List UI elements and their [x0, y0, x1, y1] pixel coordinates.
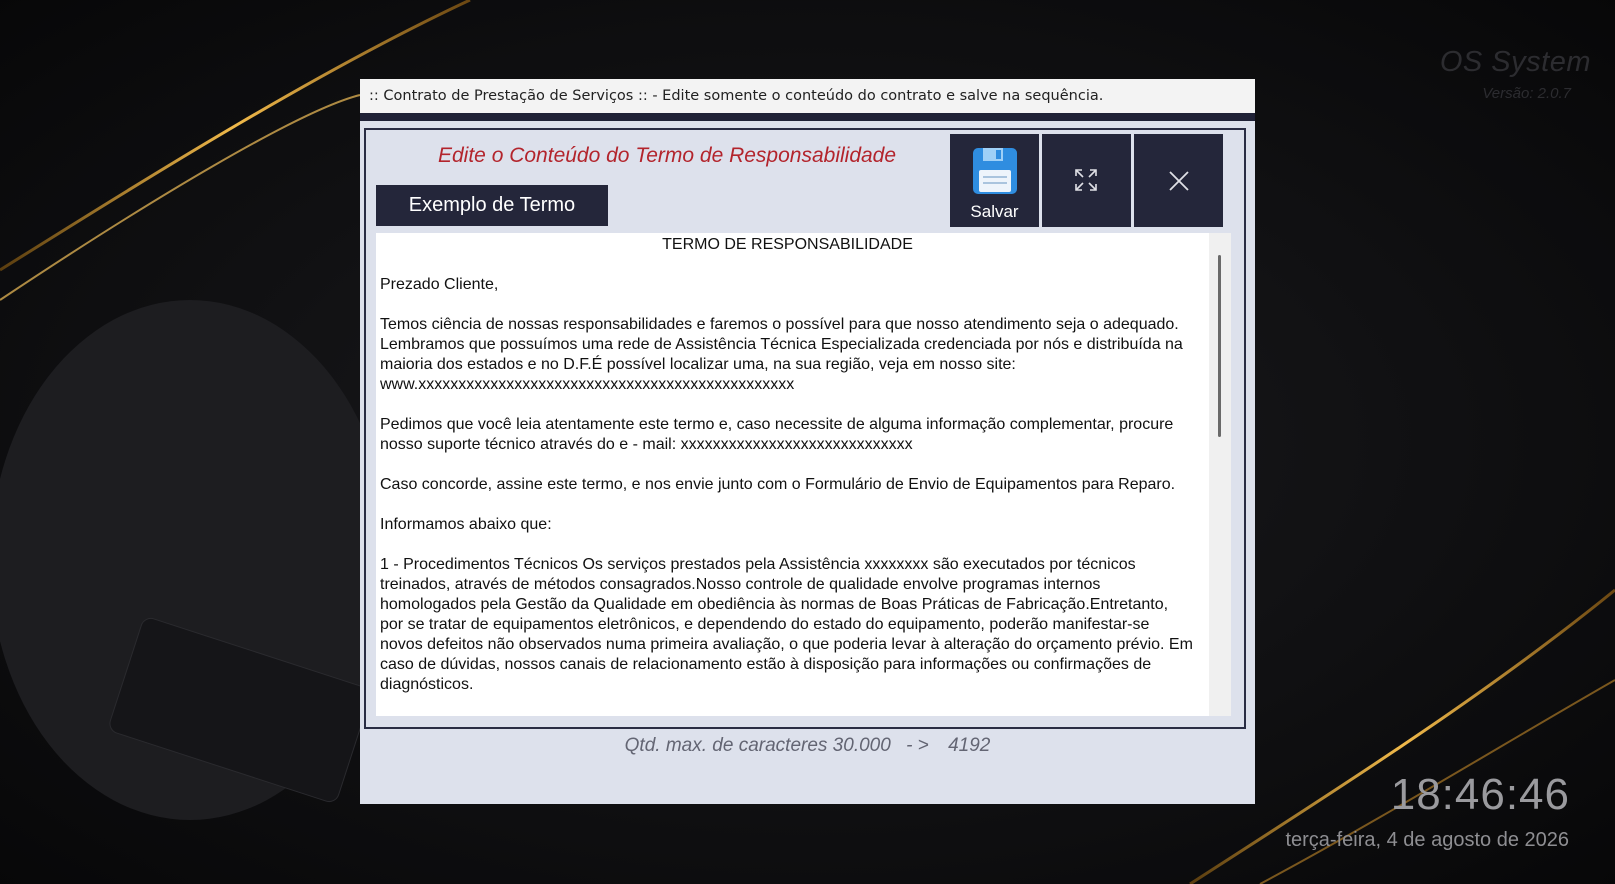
term-paragraph: 1 - Procedimentos Técnicos Os serviços prestados pela Assistência xxxxxxxx são executados por técnicos treinados, através de métodos consagrados.Nosso controle de qualidade envolve programas internos homologados pela Gestão da Qualidade em obediência às normas de Boas Práticas de Fabricação.Entretanto, por se tratar de equipamentos eletrônicos, e dependendo do estado do equipamento, poderão manifestar-se novos defeitos não observados numa primeira avaliação, o que poderia levar à alteração do orçamento prévio. Em caso de dúvidas, nossos canais de relacionamento estão à disposição para informações ou confirmações de diagnósticos.: [380, 556, 1193, 693]
close-icon: [1168, 170, 1190, 192]
term-paragraph: Caso concorde, assine este termo, e nos envie junto com o Formulário de Envio de Equipamentos para Reparo.: [380, 476, 1176, 493]
contract-editor-window: [360, 79, 1255, 804]
floppy-disk-icon: [971, 146, 1019, 196]
header-divider: [360, 113, 1255, 121]
editor-frame: [364, 128, 1246, 729]
desktop-clock: 18:46:46: [1390, 770, 1570, 819]
close-button[interactable]: [1134, 134, 1223, 227]
character-count-value: 4192: [948, 735, 991, 756]
term-paragraph: Prezado Cliente,: [380, 276, 499, 293]
save-button-label: Salvar: [970, 202, 1019, 221]
page-heading: Edite o Conteúdo do Termo de Responsabilidade: [438, 144, 897, 167]
brand-name: OS System: [1439, 46, 1591, 78]
character-limit-label: Qtd. max. de caracteres 30.000: [624, 735, 891, 756]
maximize-button[interactable]: [1042, 134, 1131, 227]
window-title: :: Contrato de Prestação de Serviços :: - Edite somente o conteúdo do contrato e salve na sequência.: [360, 79, 1255, 113]
term-paragraph: Pedimos que você leia atentamente este termo e, caso necessite de alguma informação complementar, procure nosso suporte técnico através do e - mail: xxxxxxxxxxxxxxxxxxxxxxxxxxxxx: [380, 416, 1174, 453]
character-counter: [360, 735, 1255, 757]
term-paragraph: Temos ciência de nossas responsabilidades e faremos o possível para que nosso atendimento seja o adequado. Lembramos que possuímos uma rede de Assistência Técnica Especializada credenciada por nós e distribuída na maioria dos estados e no D.F.É possível localizar uma, na sua região, veja em nosso site: www.xxxxxxxxxxxxxxxxxxxxxxxxxxxxxxxxxxxxxxxxxxxxxxx: [380, 316, 1183, 393]
term-paragraph: Informamos abaixo que:: [380, 516, 552, 533]
desktop-date: terça-feira, 4 de agosto de 2026: [1285, 829, 1569, 851]
term-title: TERMO DE RESPONSABILIDADE: [662, 236, 913, 253]
example-term-button[interactable]: Exemplo de Termo: [376, 185, 608, 226]
brand-version: Versão: 2.0.7: [1482, 85, 1571, 102]
contract-text-editor[interactable]: [376, 233, 1231, 716]
save-button[interactable]: [950, 134, 1039, 227]
expand-icon: [1074, 168, 1098, 192]
counter-arrow: - >: [906, 735, 929, 756]
brand: [1440, 46, 1591, 102]
scrollbar-thumb[interactable]: [1218, 255, 1221, 437]
editor-scrollbar[interactable]: [1209, 233, 1231, 716]
